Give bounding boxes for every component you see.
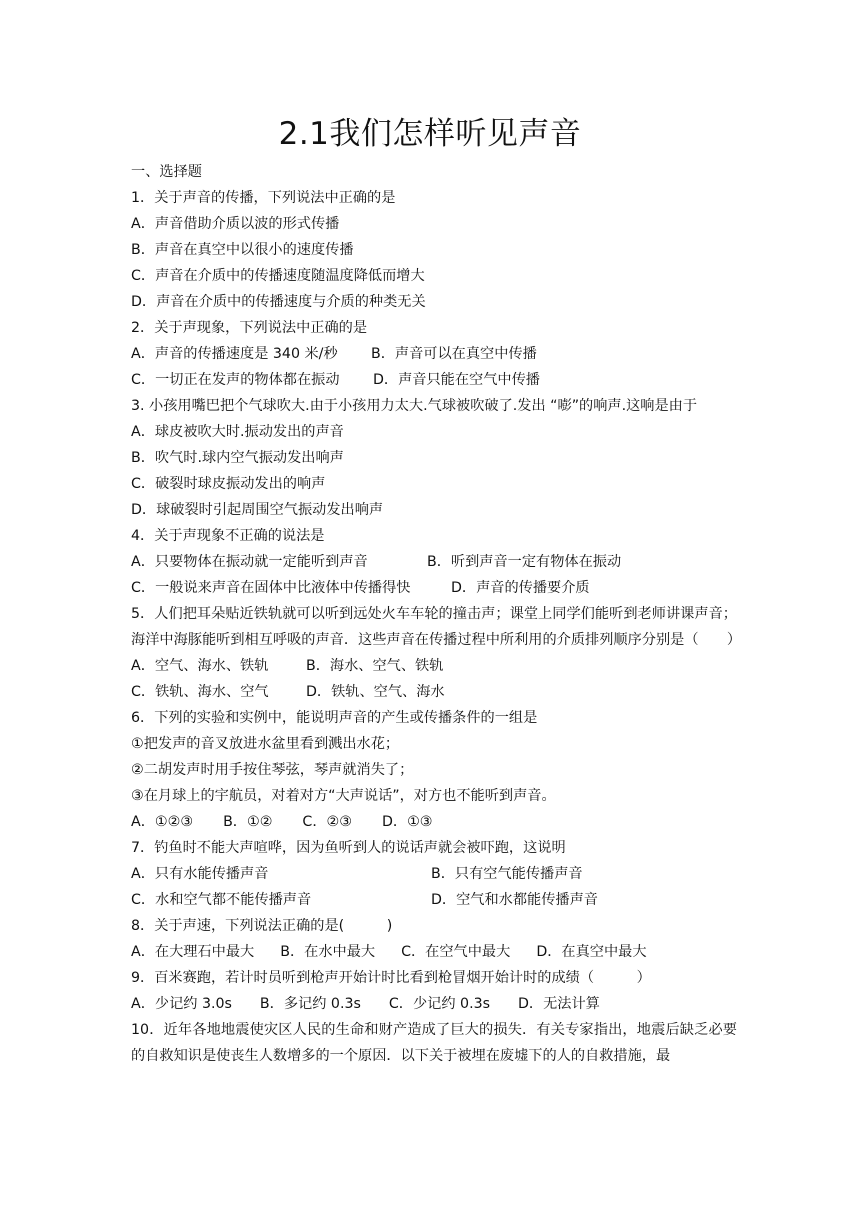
question-4-option-a: A．只要物体在振动就一定能听到声音 xyxy=(131,554,368,570)
question-6-stem: 6．下列的实验和实例中，能说明声音的产生或传播条件的一组是 xyxy=(131,710,538,726)
question-7-option-c: C．水和空气都不能传播声音 xyxy=(131,892,312,908)
question-8-option-b: B．在水中最大 xyxy=(280,944,376,960)
question-list xyxy=(131,159,742,1069)
question-3-option-c: C．破裂时球皮振动发出的响声 xyxy=(131,476,326,492)
question-5-option-d: D．铁轨、空气、海水 xyxy=(306,684,445,700)
question-4-option-b: B．听到声音一定有物体在振动 xyxy=(427,554,622,570)
question-9-option-d: D．无法计算 xyxy=(518,996,600,1012)
question-1-option-c: C．声音在介质中的传播速度随温度降低而增大 xyxy=(131,268,425,284)
question-3-stem: 3. 小孩用嘴巴把个气球吹大.由于小孩用力太大.气球被吹破了.发出 “嘭”的响声.这响是由于 xyxy=(131,398,698,414)
question-6-item-2: ②二胡发声时用手按住琴弦，琴声就消失了； xyxy=(131,762,414,778)
question-3-option-d: D．球破裂时引起周围空气振动发出响声 xyxy=(131,502,384,518)
question-5-options-row-1 xyxy=(131,653,737,679)
question-2-options-row-1 xyxy=(131,341,737,367)
question-2-option-c: C．一切正在发声的物体都在振动 xyxy=(131,372,340,388)
question-9-option-b: B．多记约 0.3s xyxy=(259,996,361,1012)
question-2-stem: 2．关于声现象，下列说法中正确的是 xyxy=(131,320,368,336)
question-4-option-c: C．一般说来声音在固体中比液体中传播得快 xyxy=(131,580,411,596)
question-4-options-row-2 xyxy=(131,575,737,601)
question-7-option-b: B．只有空气能传播声音 xyxy=(431,866,583,882)
question-8-options-row xyxy=(131,939,737,965)
question-6-option-a: A．①②③ xyxy=(131,814,194,830)
question-7-option-a: A．只有水能传播声音 xyxy=(131,866,269,882)
question-9-option-c: C．少记约 0.3s xyxy=(388,996,490,1012)
question-1-stem: 1．关于声音的传播，下列说法中正确的是 xyxy=(131,190,396,206)
question-4-options-row-1 xyxy=(131,549,737,575)
question-1-option-b: B．声音在真空中以很小的速度传播 xyxy=(131,242,354,258)
question-9-options-row xyxy=(131,991,737,1017)
question-3-option-b: B．吹气时.球内空气振动发出响声 xyxy=(131,450,344,466)
document-title: 2.1我们怎样听见声音 xyxy=(278,116,582,152)
question-5-option-c: C．铁轨、海水、空气 xyxy=(131,684,269,700)
question-1-option-a: A．声音借助介质以波的形式传播 xyxy=(131,216,340,232)
question-6-option-c: C．②③ xyxy=(302,814,352,830)
question-2-option-b: B．声音可以在真空中传播 xyxy=(371,346,537,362)
question-9-stem: 9．百米赛跑，若计时员听到枪声开始计时比看到枪冒烟开始计时的成绩（ ） xyxy=(131,970,651,986)
question-8-option-a: A．在大理石中最大 xyxy=(131,944,255,960)
question-6-options-row xyxy=(131,809,737,835)
question-5-option-a: A．空气、海水、铁轨 xyxy=(131,658,269,674)
question-7-options-row-2 xyxy=(131,887,737,913)
question-2-option-a: A．声音的传播速度是 340 米/秒 xyxy=(131,346,338,362)
question-7-options-row-1 xyxy=(131,861,737,887)
question-2-options-row-2 xyxy=(131,367,737,393)
question-4-stem: 4．关于声现象不正确的说法是 xyxy=(131,528,325,544)
question-8-option-c: C．在空气中最大 xyxy=(401,944,511,960)
question-3-option-a: A．球皮被吹大时.振动发出的声音 xyxy=(131,424,344,440)
section-heading: 一、选择题 xyxy=(131,164,202,180)
question-6-item-3: ③在月球上的宇航员，对着对方“大声说话”，对方也不能听到声音。 xyxy=(131,788,556,804)
question-6-item-1: ①把发声的音叉放进水盆里看到溅出水花； xyxy=(131,736,400,752)
question-5-stem: 5．人们把耳朵贴近铁轨就可以听到远处火车车轮的撞击声；课堂上同学们能听到老师讲课声音；海洋中海豚能听到相互呼吸的声音．这些声音在传播过程中所利用的介质排列顺序分别是（ ） xyxy=(131,606,742,648)
question-6-option-d: D．①③ xyxy=(381,814,433,830)
question-10-stem: 10．近年各地地震使灾区人民的生命和财产造成了巨大的损失．有关专家指出，地震后缺乏必要的自救知识是使丧生人数增多的一个原因．以下关于被埋在废墟下的人的自救措施，最 xyxy=(131,1022,737,1064)
question-9-option-a: A．少记约 3.0s xyxy=(131,996,232,1012)
question-2-option-d: D．声音只能在空气中传播 xyxy=(373,372,540,388)
question-5-options-row-2 xyxy=(131,679,737,705)
question-4-option-d: D．声音的传播要介质 xyxy=(451,580,590,596)
question-8-option-d: D．在真空中最大 xyxy=(536,944,647,960)
question-8-stem: 8．关于声速，下列说法正确的是( ) xyxy=(131,918,393,934)
question-5-option-b: B．海水、空气、铁轨 xyxy=(306,658,444,674)
question-7-stem: 7．钓鱼时不能大声喧哗，因为鱼听到人的说话声就会被吓跑，这说明 xyxy=(131,840,566,856)
question-1-option-d: D．声音在介质中的传播速度与介质的种类无关 xyxy=(131,294,426,310)
question-6-option-b: B．①② xyxy=(223,814,273,830)
question-7-option-d: D．空气和水都能传播声音 xyxy=(431,892,598,908)
